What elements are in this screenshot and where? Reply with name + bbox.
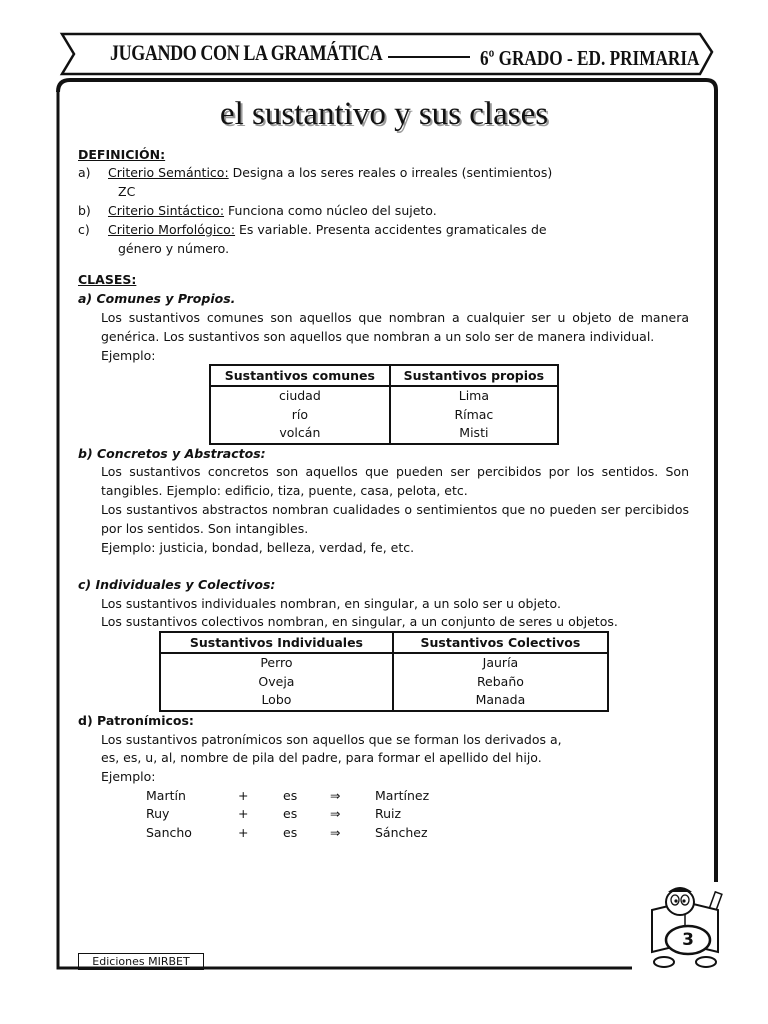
table-cell: ciudad [210, 386, 390, 406]
table-cell: Jauría [393, 653, 608, 673]
definicion-item-c-cont: género y número. [118, 241, 230, 256]
definicion-heading: DEFINICIÓN: [78, 147, 166, 162]
table-header: Sustantivos propios [390, 365, 558, 386]
table-cell: río [210, 406, 390, 425]
section-c-l2: Los sustantivos colectivos nombran, en singular, a un conjunto de seres u objetos. [101, 614, 618, 629]
page-number-badge [630, 880, 740, 970]
section-b-p2: Los sustantivos abstractos nombran cualidades o sentimientos que no pueden ser percibidos por los sentidos. Son intangibles. [101, 502, 689, 536]
table-header: Sustantivos Individuales [160, 632, 393, 653]
section-b-p3: Ejemplo: justicia, bondad, belleza, verdad, fe, etc. [101, 540, 415, 555]
table-row [210, 424, 558, 444]
table-row [160, 653, 608, 673]
section-d-l2: es, es, u, al, nombre de pila del padre, para formar el apellido del hijo. [101, 750, 542, 765]
table-cell: Misti [390, 424, 558, 444]
table-cell: Lobo [160, 691, 393, 711]
table-individuales-colectivos [159, 631, 609, 712]
table-cell: Manada [393, 691, 608, 711]
clases-heading: CLASES: [78, 272, 137, 287]
table-cell: volcán [210, 424, 390, 444]
section-d-l1: Los sustantivos patronímicos son aquellos que se forman los derivados a, [101, 732, 562, 747]
section-b-p1: Los sustantivos concretos son aquellos que pueden ser percibidos por los sentidos. Son tangibles. Ejemplo: edificio, tiza, puente, casa, pelota, etc. [101, 464, 689, 498]
publisher-label: Ediciones MIRBET [78, 953, 204, 970]
definicion-item-a: a) Criterio Semántico: Designa a los seres reales o irreales (sentimientos) [78, 165, 553, 180]
section-a-heading: a) Comunes y Propios. [78, 291, 236, 306]
section-d-heading: d) Patronímicos: [78, 713, 194, 728]
page-title: el sustantivo y sus clases [219, 96, 549, 132]
table-cell: Rímac [390, 406, 558, 425]
table-cell: Rebaño [393, 673, 608, 692]
table-cell: Oveja [160, 673, 393, 692]
table-cell: Perro [160, 653, 393, 673]
section-b-heading: b) Concretos y Abstractos: [78, 446, 266, 461]
table-row [210, 406, 558, 425]
section-a-ejemplo: Ejemplo: [101, 348, 156, 363]
header-left-title: JUGANDO CON LA GRAMÁTICA [110, 40, 383, 65]
header-right-title: 6º GRADO - ED. PRIMARIA [480, 46, 700, 70]
table-row [160, 691, 608, 711]
table-header: Sustantivos Colectivos [393, 632, 608, 653]
definicion-item-c: c) Criterio Morfológico: Es variable. Presenta accidentes gramaticales de [78, 222, 547, 237]
section-c-heading: c) Individuales y Colectivos: [78, 577, 276, 592]
table-row [160, 673, 608, 692]
page-number: 3 [682, 930, 694, 950]
table-row [210, 386, 558, 406]
table-header: Sustantivos comunes [210, 365, 390, 386]
section-d-ejemplo: Ejemplo: [101, 769, 156, 784]
book-mascot-icon [630, 880, 740, 970]
section-c-l1: Los sustantivos individuales nombran, en singular, a un solo ser u objeto. [101, 596, 561, 611]
section-a-text: Los sustantivos comunes son aquellos que nombran a cualquier ser u objeto de manera genérica. Los sustantivos son aquellos que nombran a un solo ser de manera individual. [101, 310, 689, 344]
definicion-item-b: b) Criterio Sintáctico: Funciona como núcleo del sujeto. [78, 203, 437, 218]
definicion-item-a-cont: ZC [118, 184, 136, 199]
table-comunes-propios [209, 364, 559, 445]
table-cell: Lima [390, 386, 558, 406]
